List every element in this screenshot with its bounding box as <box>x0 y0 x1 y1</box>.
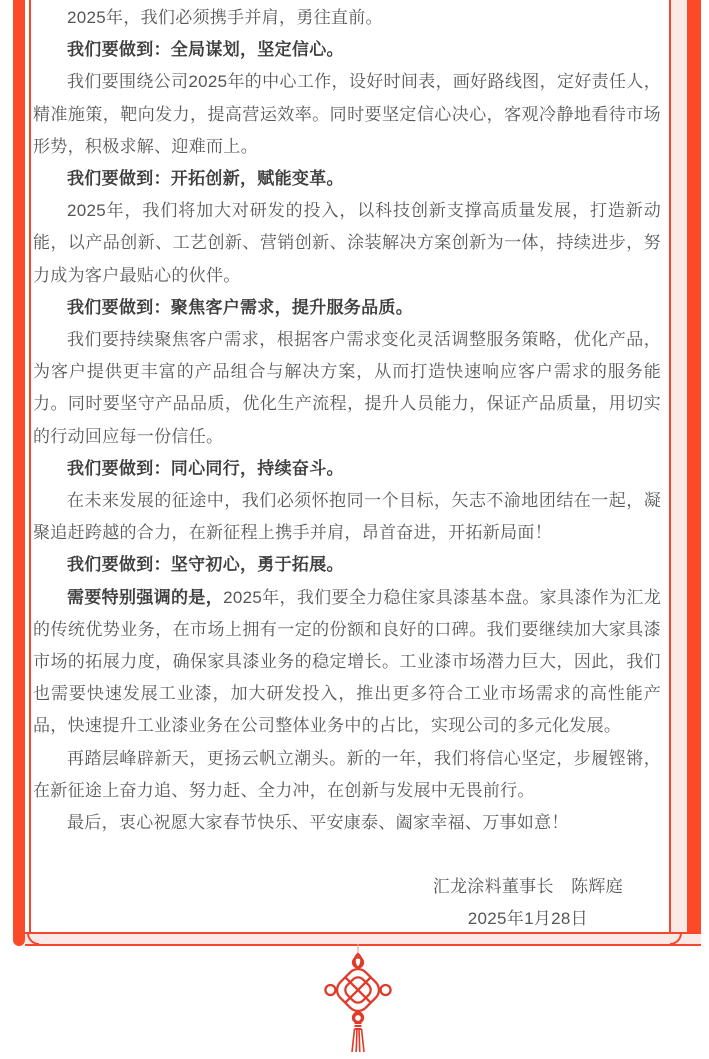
frame-pink-strip <box>669 0 687 933</box>
signature-author: 汇龙涂料董事长 陈辉庭 <box>432 877 623 897</box>
paragraph: 我们要持续聚焦客户需求，根据客户需求变化灵活调整服务策略，优化产品，为客户提供更丰富的产品组合与解决方案，从而打造快速响应客户需求的服务能力。同时要坚守产品品质，优化生产流程，提升人员能力，保证产品质量，用切实的行动回应每一份信任。 <box>33 330 661 446</box>
paragraph: 我们要围绕公司2025年的中心工作，设好时间表，画好路线图，定好责任人，精准施策，靶向发力，提高营运效率。同时要坚定信心决心，客观冷静地看待市场形势，积极求解、迎难而上。 <box>33 72 661 156</box>
frame-bar-right <box>687 0 701 946</box>
paragraph: 最后，衷心祝愿大家春节快乐、平安康泰、阖家幸福、万事如意！ <box>67 813 569 833</box>
paragraph: 再踏层峰辟新天，更扬云帆立潮头。新的一年，我们将信心坚定，步履铿锵，在新征途上奋力追、努力赶、全力冲，在创新与发展中无畏前行。 <box>33 748 661 800</box>
chinese-knot-icon <box>318 944 398 1054</box>
section-heading: 我们要做到：全局谋划，坚定信心。 <box>67 40 344 60</box>
paragraph: 2025年，我们将加大对研发的投入，以科技创新支撑高质量发展，打造新动能，以产品创新、工艺创新、营销创新、涂装解决方案创新为一体，持续进步，努力成为客户最贴心的伙伴。 <box>33 201 661 285</box>
section-heading: 我们要做到：同心同行，持续奋斗。 <box>67 458 344 478</box>
paragraph: 2025年，我们必须携手并肩，勇往直前。 <box>67 8 383 27</box>
letter-content <box>33 2 661 936</box>
section-heading: 我们要做到：开拓创新，赋能变革。 <box>67 169 344 189</box>
paragraph-rest: 2025年，我们要全力稳住家具漆基本盘。家具漆作为汇龙的传统优势业务，在市场上拥有一定的份额和良好的口碑。我们要继续加大家具漆市场的拓展力度，确保家具漆业务的稳定增长。工业漆市场潜力巨大，因此，我们也需要快速发展工业漆，加大研发投入，推出更多符合工业市场需求的高性能产品，快速提升工业漆业务在公司整体业务中的占比，实现公司的多元化发展。 <box>33 587 661 736</box>
signature-date: 2025年1月28日 <box>467 909 588 929</box>
section-heading: 我们要做到：坚守初心，勇于拓展。 <box>67 555 344 575</box>
section-heading: 我们要做到：聚焦客户需求，提升服务品质。 <box>67 297 413 317</box>
frame-bar-left <box>13 0 25 946</box>
signature-block <box>433 871 623 935</box>
paragraph-with-emphasis <box>33 582 661 743</box>
emphasis-lead: 需要特别强调的是， <box>67 587 224 607</box>
paragraph: 在未来发展的征途中，我们必须怀抱同一个目标，矢志不渝地团结在一起，凝聚追赶跨越的合力，在新征程上携手并肩，昂首奋进，开拓新局面！ <box>33 491 661 543</box>
